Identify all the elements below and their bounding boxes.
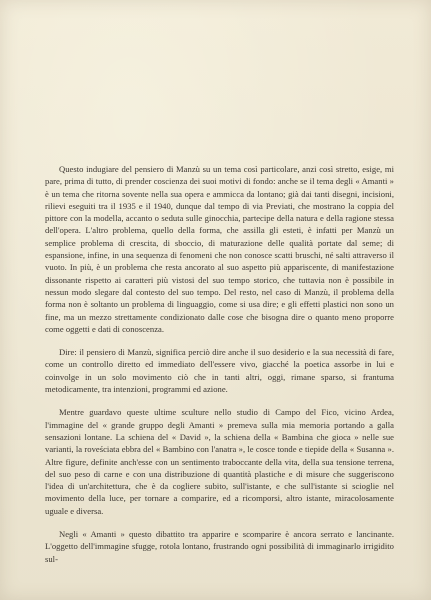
paragraph-3: Mentre guardavo queste ultime sculture nello studio di Campo del Fico, vicino Ardea, l'immagine del « grande gruppo degli Amanti » premeva sulla mia memoria portando a galla sensazioni lontane. La schiena del « David », la schiena della « Bambina che gioca » nelle sue varianti, la roveściata ebbra del « Bambino con l'anatra », le cosce tonde e tiepide della « Susanna ». Altre figure, definite anch'esse con un sentimento traboccante della vita, della sua tensione terrena, del suo peso di carne e con una distribuzione di quantità plastiche e di misure che suggeriscono l'idea di un'architettura, che è da cogliere subito, sull'istante, e che sull'istante si scioglie nel movimento della luce, per tornare a comparire, ed a ricomporsi, altro istante, miracolosamente uguale e diversa. (45, 407, 394, 516)
paragraph-1: Questo indugiare del pensiero di Manzù su un tema così particolare, anzi così stretto, esige, mi pare, prima di tutto, di prender coscienza dei suoi motivi di fondo: anche se il tema degli « Amanti » è un tema che ritorna sovente nella sua opera e ammicca da lontano; già dai tanti disegni, incisioni, rilievi eseguiti tra il 1935 e il 1940, dunque dal tempo di via Previati, che mostrano la coppia del pittore con la modella, accanto o seduta sulle ginocchia, partecipe della natura e della ragione stessa dell'opera. L'altro problema, quello della forma, che assilla gli esteti, è infatti per Manzù un semplice problema di crescita, di sboccio, di maturazione delle qualità portate dal seme; di espansione, infine, in una sequenza di fenomeni che non conosce scatti bruschi, né salti attraverso il vuoto. In più, è un problema che resta ancorato al suo aspetto più appariscente, di manifestazione dissonante rispetto ai caratteri più vistosi del suo tempo storico, che tuttavia non è possibile in nessun modo slegare dal contesto del suo tempo. Del resto, nel caso di Manzù, il problema della forma non è soltanto un problema di linguaggio, come si usa dire; e gli effetti plastici non sono un fine, ma un mezzo strettamente condizionato dalle cose che bisogna dire o quanto meno proporre come oggetti e dati di conoscenza. (45, 164, 394, 334)
paragraph-2: Dire: il pensiero di Manzù, significa perciò dire anche il suo desiderio e la sua necessità di fare, come un controllo diretto ed immediato dell'essere vivo, giacché la poetica assorbe in lui e coinvolge in un solo movimento ciò che in tanti altri, oggi, rimane sparso, si frantuma metodicamente, tra intenzioni, programmi ed azione. (45, 347, 394, 395)
body-text (45, 163, 394, 565)
paragraph-4: Negli « Amanti » questo dibattito tra apparire e scomparire è ancora serrato e lancinante. L'oggetto dell'immagine sfugge, rotola lontano, frustrando ogni possibilità di immaginarlo irrigidito sul- (45, 529, 394, 564)
